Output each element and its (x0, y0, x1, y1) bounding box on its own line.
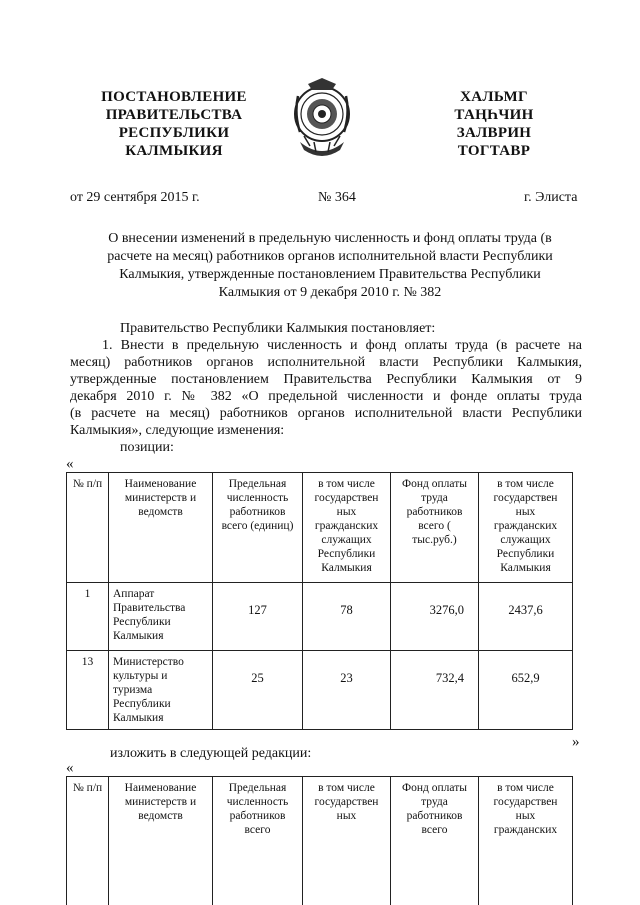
body-line-last: Калмыкия», следующие изменения: (70, 423, 285, 438)
body-line: (в расчете на месяц) работников органов исполнительной власти Республики (70, 406, 582, 421)
header-cell-civil-servants: в том числе государствен ных (303, 777, 391, 905)
body-line: месяц) работников органов исполнительной власти Республики Калмыкия, (70, 355, 582, 370)
cell-number: 1 (67, 583, 109, 651)
header-cell-name: Наименование министерств и ведомств (109, 777, 213, 905)
body-intro: Правительство Республики Калмыкия постановляет: (120, 321, 436, 336)
replacement-table (66, 776, 573, 905)
header-left-line: ПОСТАНОВЛЕНИЕ (101, 89, 247, 105)
title-line: О внесении изменений в предельную численность и фонд оплаты труда (в (108, 231, 552, 246)
header-cell-civil-servants: в том числе государствен ных гражданских служащих Республики Калмыкия (303, 473, 391, 583)
cell-pay-fund-civil: 2437,6 (479, 583, 573, 651)
title-line: Калмыкия от 9 декабря 2010 г. № 382 (218, 285, 442, 300)
cell-civil-servants: 78 (303, 583, 391, 651)
body-paragraph (70, 337, 582, 439)
body-line: утвержденные постановлением Правительства Республики Калмыкия от 9 (70, 372, 582, 387)
emblem-icon (286, 76, 358, 162)
cell-name: Министерство культуры и туризма Республики Калмыкия (109, 651, 213, 730)
title-line: Калмыкия, утвержденные постановлением Правительства Республики (119, 267, 541, 282)
cell-number: 13 (67, 651, 109, 730)
document-number: № 364 (318, 190, 356, 205)
header-right-line: ХАЛЬМГ (460, 89, 528, 105)
header-right-title (432, 88, 556, 160)
header-left-line: РЕСПУБЛИКИ (118, 125, 230, 141)
positions-label: позиции: (120, 440, 174, 455)
replacement-table-viewport (66, 776, 574, 905)
cell-pay-fund: 732,4 (391, 651, 479, 730)
header-cell-pay-fund-civil: в том числе государствен ных гражданских (479, 777, 573, 905)
header-left-line: ПРАВИТЕЛЬСТВА (105, 107, 243, 123)
close-quote: » (572, 734, 580, 750)
document-title (60, 230, 600, 302)
cell-headcount: 127 (213, 583, 303, 651)
document-city: г. Элиста (524, 190, 578, 205)
cell-name: Аппарат Правительства Республики Калмыкия (109, 583, 213, 651)
header-right-line: ТАҢҺЧИН (454, 107, 534, 123)
header-cell-pay-fund: Фонд оплаты труда работников всего ( тыс.руб.) (391, 473, 479, 583)
open-quote: « (66, 456, 74, 472)
cell-pay-fund-civil: 652,9 (479, 651, 573, 730)
body-line: 1. Внести в предельную численность и фонд оплаты труда (в расчете на (102, 338, 582, 353)
table-row (67, 651, 573, 730)
header-cell-pay-fund-civil: в том числе государствен ных гражданских служащих Республики Калмыкия (479, 473, 573, 583)
coat-of-arms-emblem (286, 76, 358, 162)
header-cell-number: № п/п (67, 473, 109, 583)
cell-civil-servants: 23 (303, 651, 391, 730)
table-row (67, 583, 573, 651)
header-right-line: ТОГТАВР (457, 143, 531, 159)
header-cell-headcount: Предельная численность работников всего (213, 777, 303, 905)
positions-table (66, 472, 573, 730)
header-cell-number: № п/п (67, 777, 109, 905)
cell-headcount: 25 (213, 651, 303, 730)
replace-label: изложить в следующей редакции: (110, 746, 312, 761)
header-left-line: КАЛМЫКИЯ (125, 143, 223, 159)
header-cell-pay-fund: Фонд оплаты труда работников всего (391, 777, 479, 905)
document-date: от 29 сентября 2015 г. (70, 190, 200, 205)
table-header-row (67, 473, 573, 583)
header-cell-headcount: Предельная численность работников всего (единиц) (213, 473, 303, 583)
header-left-title (88, 88, 260, 160)
title-line: расчете на месяц) работников органов исполнительной власти Республики (107, 249, 553, 264)
table-header-row (67, 777, 573, 905)
header-right-line: ЗАЛВРИН (456, 125, 532, 141)
open-quote-second: « (66, 760, 74, 776)
cell-pay-fund: 3276,0 (391, 583, 479, 651)
body-line: декабря 2010 г. № 382 «О предельной численности и фонде оплаты труда (70, 389, 582, 404)
header-cell-name: Наименование министерств и ведомств (109, 473, 213, 583)
